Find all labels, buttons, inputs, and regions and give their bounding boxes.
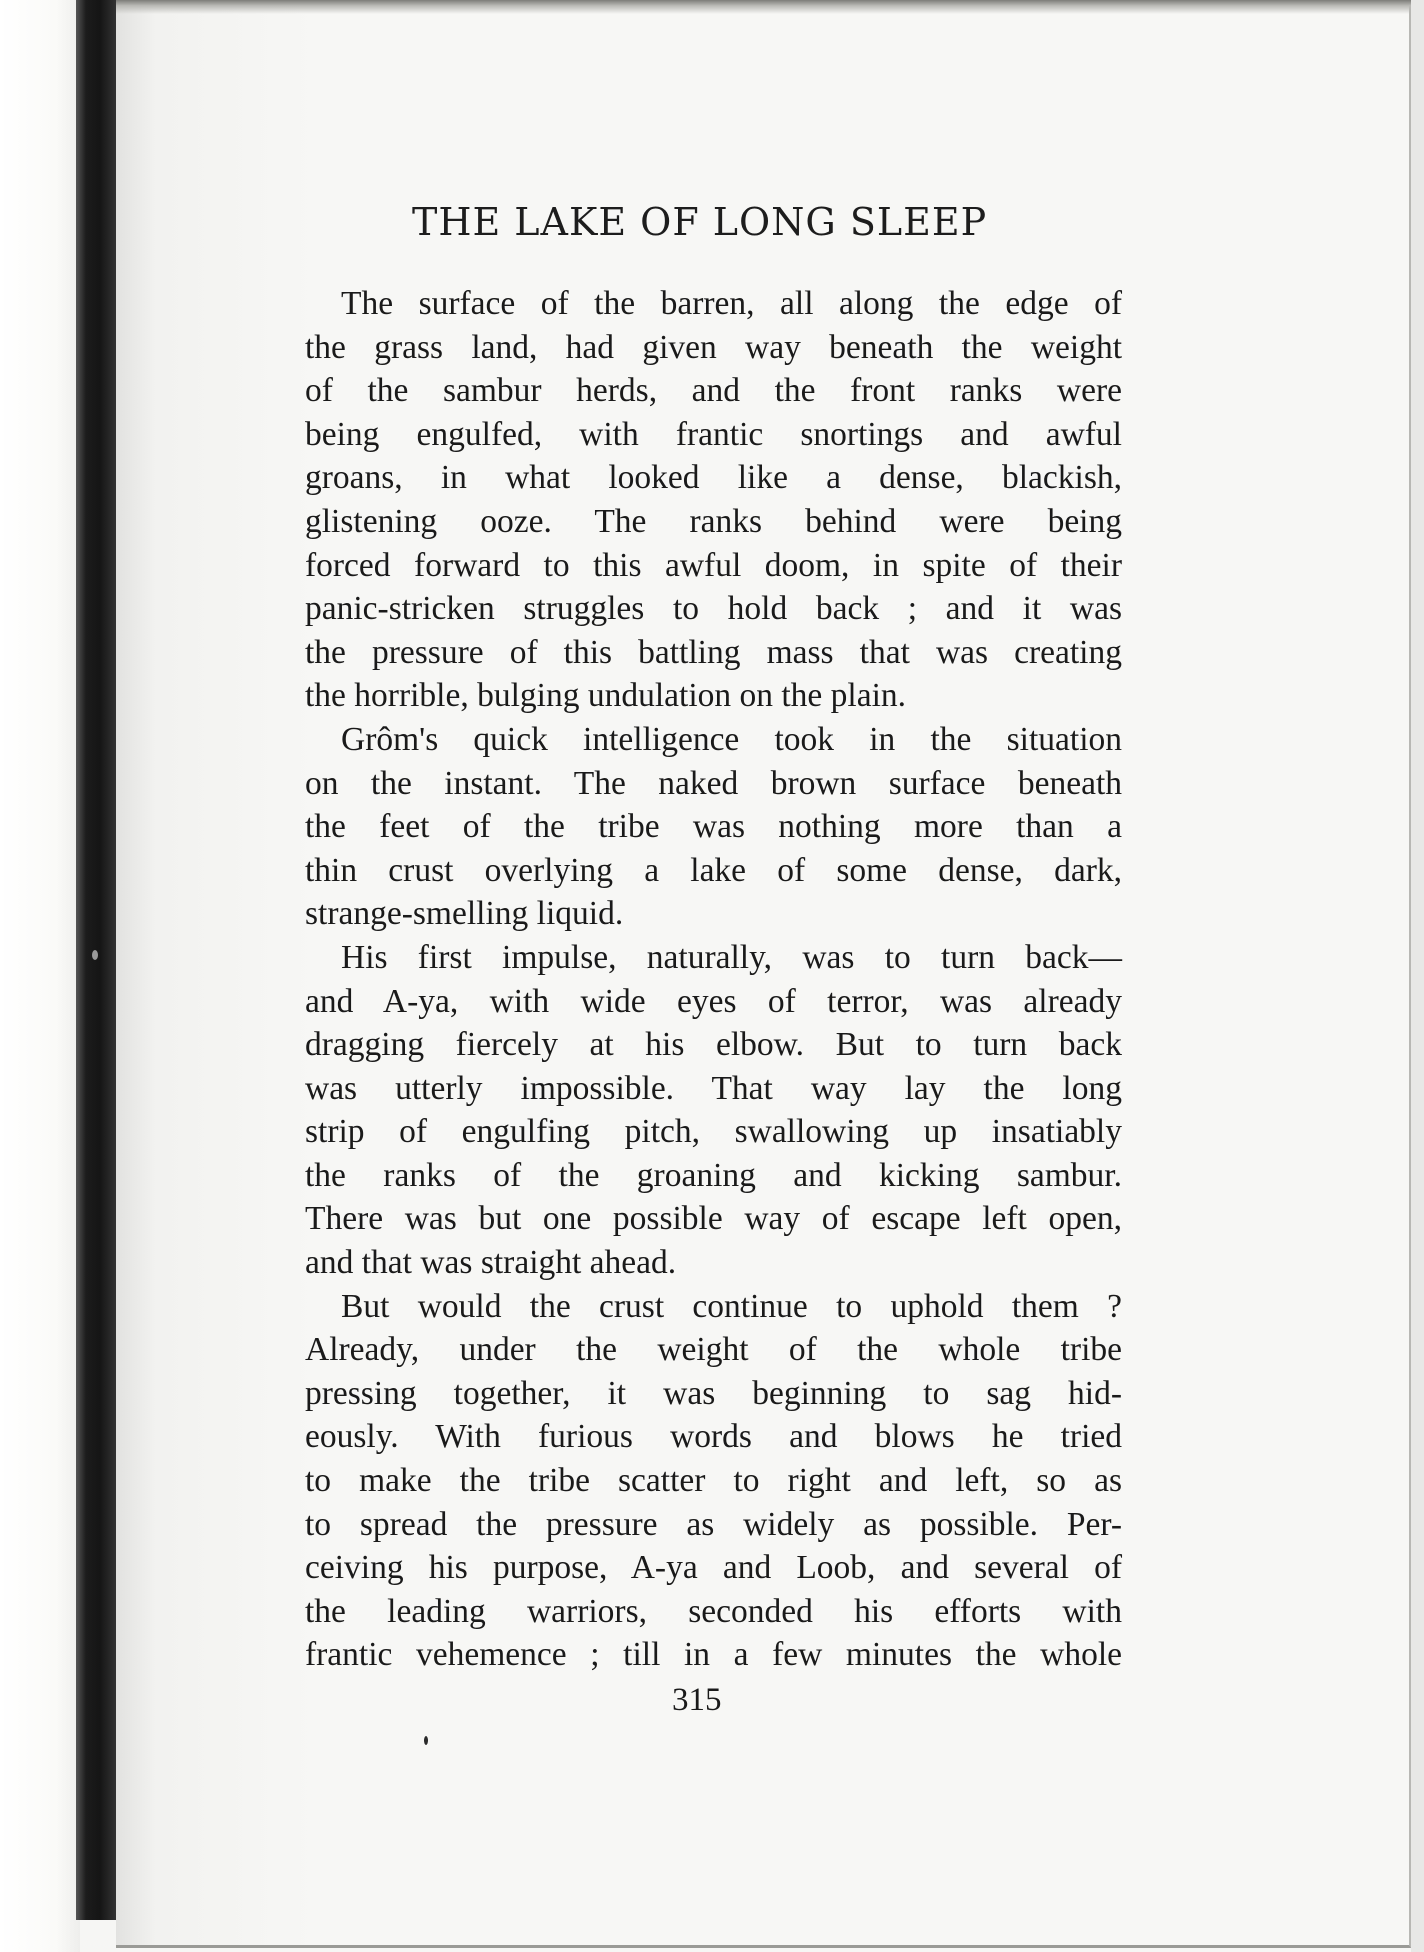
text-line: pressing together, it was beginning to sag hid- (305, 1374, 1122, 1412)
text-line: eously. With furious words and blows he tried (305, 1418, 1122, 1456)
text-line: the horrible, bulging undulation on the plain. (305, 677, 907, 715)
text-line: thin crust overlying a lake of some dense, dark, (305, 851, 1122, 889)
text-line: to spread the pressure as widely as possible. Per- (305, 1505, 1122, 1543)
text-line: was utterly impossible. That way lay the long (305, 1069, 1122, 1107)
text-line: strange-smelling liquid. (305, 895, 624, 933)
text-line: the grass land, had given way beneath the weight (305, 328, 1122, 366)
scan-speck (424, 1736, 428, 1745)
text-line: the feet of the tribe was nothing more than a (305, 808, 1122, 846)
text-line: forced forward to this awful doom, in spite of their (305, 546, 1122, 584)
running-head: THE LAKE OF LONG SLEEP (412, 200, 988, 244)
text-line: being engulfed, with frantic snortings and awful (305, 415, 1122, 453)
text-line: But would the crust continue to uphold them ? (341, 1287, 1122, 1325)
text-line: There was but one possible way of escape left open, (305, 1200, 1122, 1238)
text-line: the pressure of this battling mass that was creating (305, 633, 1122, 671)
text-line: strip of engulfing pitch, swallowing up insatiably (305, 1113, 1122, 1151)
text-line: and that was straight ahead. (305, 1244, 677, 1282)
text-line: Already, under the weight of the whole tribe (305, 1331, 1122, 1369)
text-line: groans, in what looked like a dense, blackish, (305, 459, 1122, 497)
text-line: ceiving his purpose, A-ya and Loob, and several of (305, 1549, 1122, 1587)
page-number: 315 (672, 1682, 722, 1718)
facing-page-edge (0, 0, 80, 1952)
text-line: the ranks of the groaning and kicking sambur. (305, 1156, 1122, 1194)
text-line: the leading warriors, seconded his efforts with (305, 1592, 1122, 1630)
text-line: His first impulse, naturally, was to turn back— (341, 938, 1122, 976)
text-line: on the instant. The naked brown surface beneath (305, 764, 1122, 802)
scan-speck (92, 950, 98, 960)
text-line: frantic vehemence ; till in a few minutes the whole (305, 1636, 1122, 1674)
text-line: to make the tribe scatter to right and left, so as (305, 1462, 1122, 1500)
text-line: and A-ya, with wide eyes of terror, was already (305, 982, 1122, 1020)
text-line: The surface of the barren, all along the edge of (341, 285, 1122, 322)
book-gutter (76, 0, 116, 1920)
body-text (305, 282, 1122, 1677)
text-line: dragging fiercely at his elbow. But to turn back (305, 1026, 1122, 1064)
text-line: Grôm's quick intelligence took in the situation (341, 720, 1122, 758)
scan-margin (1411, 0, 1424, 1952)
page-top-edge (116, 0, 1411, 14)
text-line: panic-stricken struggles to hold back ; and it was (305, 590, 1122, 628)
text-line: glistening ooze. The ranks behind were being (305, 502, 1122, 540)
text-line: of the sambur herds, and the front ranks were (305, 372, 1122, 410)
